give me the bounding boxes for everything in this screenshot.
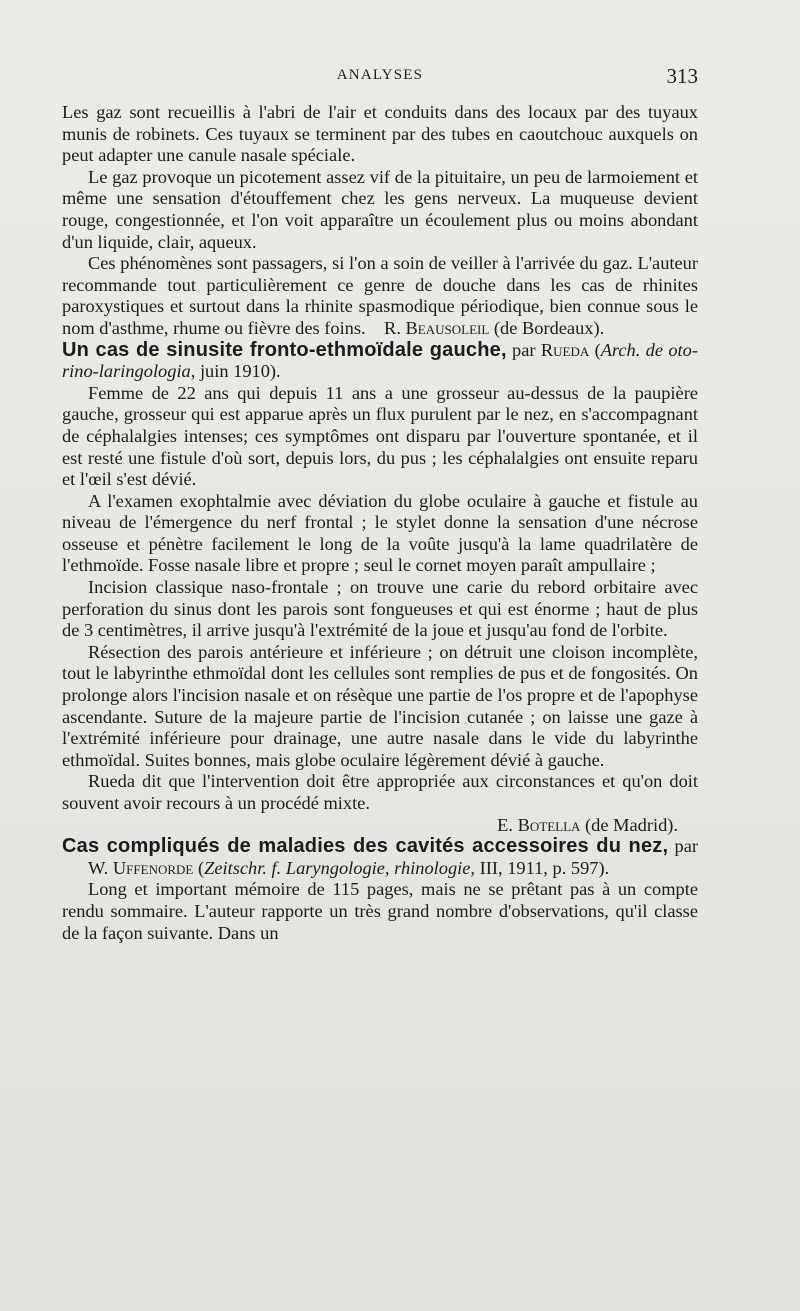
paragraph: Femme de 22 ans qui depuis 11 ans a une grosseur au-dessus de la paupière gauche, grosseur qui est apparue après un flux purulent par le nez, en s'accompagnant de céphalalgies intenses; ces symptômes ont disparu par l'ouverture spontanée, et il est resté une fistule d'où sort, depuis lors, du pus ; les céphalalgies ont ensuite reparu et l'œil s'est dévié. (62, 382, 698, 490)
citation-date: , juin 1910). (190, 361, 281, 382)
article-title: Un cas de sinusite fronto-ethmoïdale gauche, (62, 338, 507, 361)
running-title: ANALYSES (336, 67, 424, 83)
paragraph: Incision classique naso-frontale ; on trouve une carie du rebord orbitaire avec perforation du sinus dont les parois sont fongueuses et qui est énorme ; haut de plus de 3 centimètres, il arrive jusqu'à l'extrémité de la joue et jusqu'au fond de l'orbite. (62, 577, 698, 641)
article-author: Uffenorde (112, 857, 194, 878)
journal-name: Arch. de oto-rino-laringologia (62, 339, 698, 382)
article-title: Cas compliqués de maladies des cavités accessoires du nez, (62, 835, 669, 858)
paragraph: Le gaz provoque un picotement assez vif de la pituitaire, un peu de larmoiement et même une sensation d'étouffement chez les gens nerveux. La muqueuse devient rouge, congestionnée, et l'on voit apparaître un écoulement plus ou moins abondant d'un liquide, clair, aqueux. (62, 166, 698, 252)
signature-name: Botella (517, 814, 581, 835)
page-number: 313 (666, 64, 698, 88)
citation-date: III, 1911, p. 597). (479, 857, 610, 878)
article-author: Rueda (540, 339, 590, 360)
by-text: par W. (88, 836, 698, 878)
signature-place: (de Madrid). (585, 814, 678, 835)
journal-name: Zeitschr. f. Laryngologie, rhinologie, (204, 857, 476, 878)
paragraph-text: Ces phénomènes sont passagers, si l'on a soin de veiller à l'arrivée du gaz. L'auteur recommande tout particulièrement ce genre de douche dans les cas de rhinites paroxystiques et surtout dans la rhinite spasmodique périodique, bien connue sous le nom d'asthme, rhume ou fièvre des foins. (62, 253, 698, 338)
signature (62, 815, 698, 837)
article-heading (62, 340, 698, 383)
by-text: par (512, 339, 536, 360)
paragraph: Long et important mémoire de 115 pages, mais ne se prêtant pas à un compte rendu sommaire. L'auteur rapporte un très grand nombre d'observations, qu'il classe de la façon suivante. Dans un (62, 879, 698, 943)
signature-initial: R. (384, 317, 401, 338)
citation-open: ( (594, 339, 601, 360)
signature-place: (de Bordeaux). (493, 317, 605, 338)
paragraph: Résection des parois antérieure et inférieure ; on détruit une cloison incomplète, tout le labyrinthe ethmoïdal dont les cellules sont remplies de pus et de fongosités. On prolonge alors l'incision nasale et on résèque une partie de l'os propre et de l'apophyse ascendante. Suture de la majeure partie de l'incision cutanée ; on laisse une gaze à l'extrémité inférieure pour drainage, une autre nasale dans le vide du labyrinthe ethmoïdal. Suites bonnes, mais globe oculaire légèrement dévié à gauche. (62, 641, 698, 770)
signature-name: Beausoleil (405, 317, 490, 338)
paragraph: A l'examen exophtalmie avec déviation du globe oculaire à gauche et fistule au niveau de l'émergence du nerf frontal ; le stylet donne la sensation d'une nécrose osseuse et pénètre facilement le long de la voûte jusqu'à la lame quadrilatère de l'ethmoïde. Fosse nasale libre et propre ; seul le cornet moyen paraît ampullaire ; (62, 490, 698, 576)
paragraph (62, 253, 698, 339)
citation-open: ( (197, 857, 205, 878)
article-heading (62, 836, 698, 879)
running-head (62, 64, 698, 88)
signature (370, 318, 604, 338)
signature-initial: E. (497, 814, 514, 835)
paragraph: Les gaz sont recueillis à l'abri de l'air et conduits dans des locaux par des tuyaux munis de robinets. Ces tuyaux se terminent par des tubes en caoutchouc auxquels on peut adapter une canule nasale spéciale. (62, 102, 698, 166)
paragraph: Rueda dit que l'intervention doit être appropriée aux circonstances et qu'on doit souvent avoir recours à un procédé mixte. (62, 771, 698, 813)
body-text (62, 102, 698, 944)
